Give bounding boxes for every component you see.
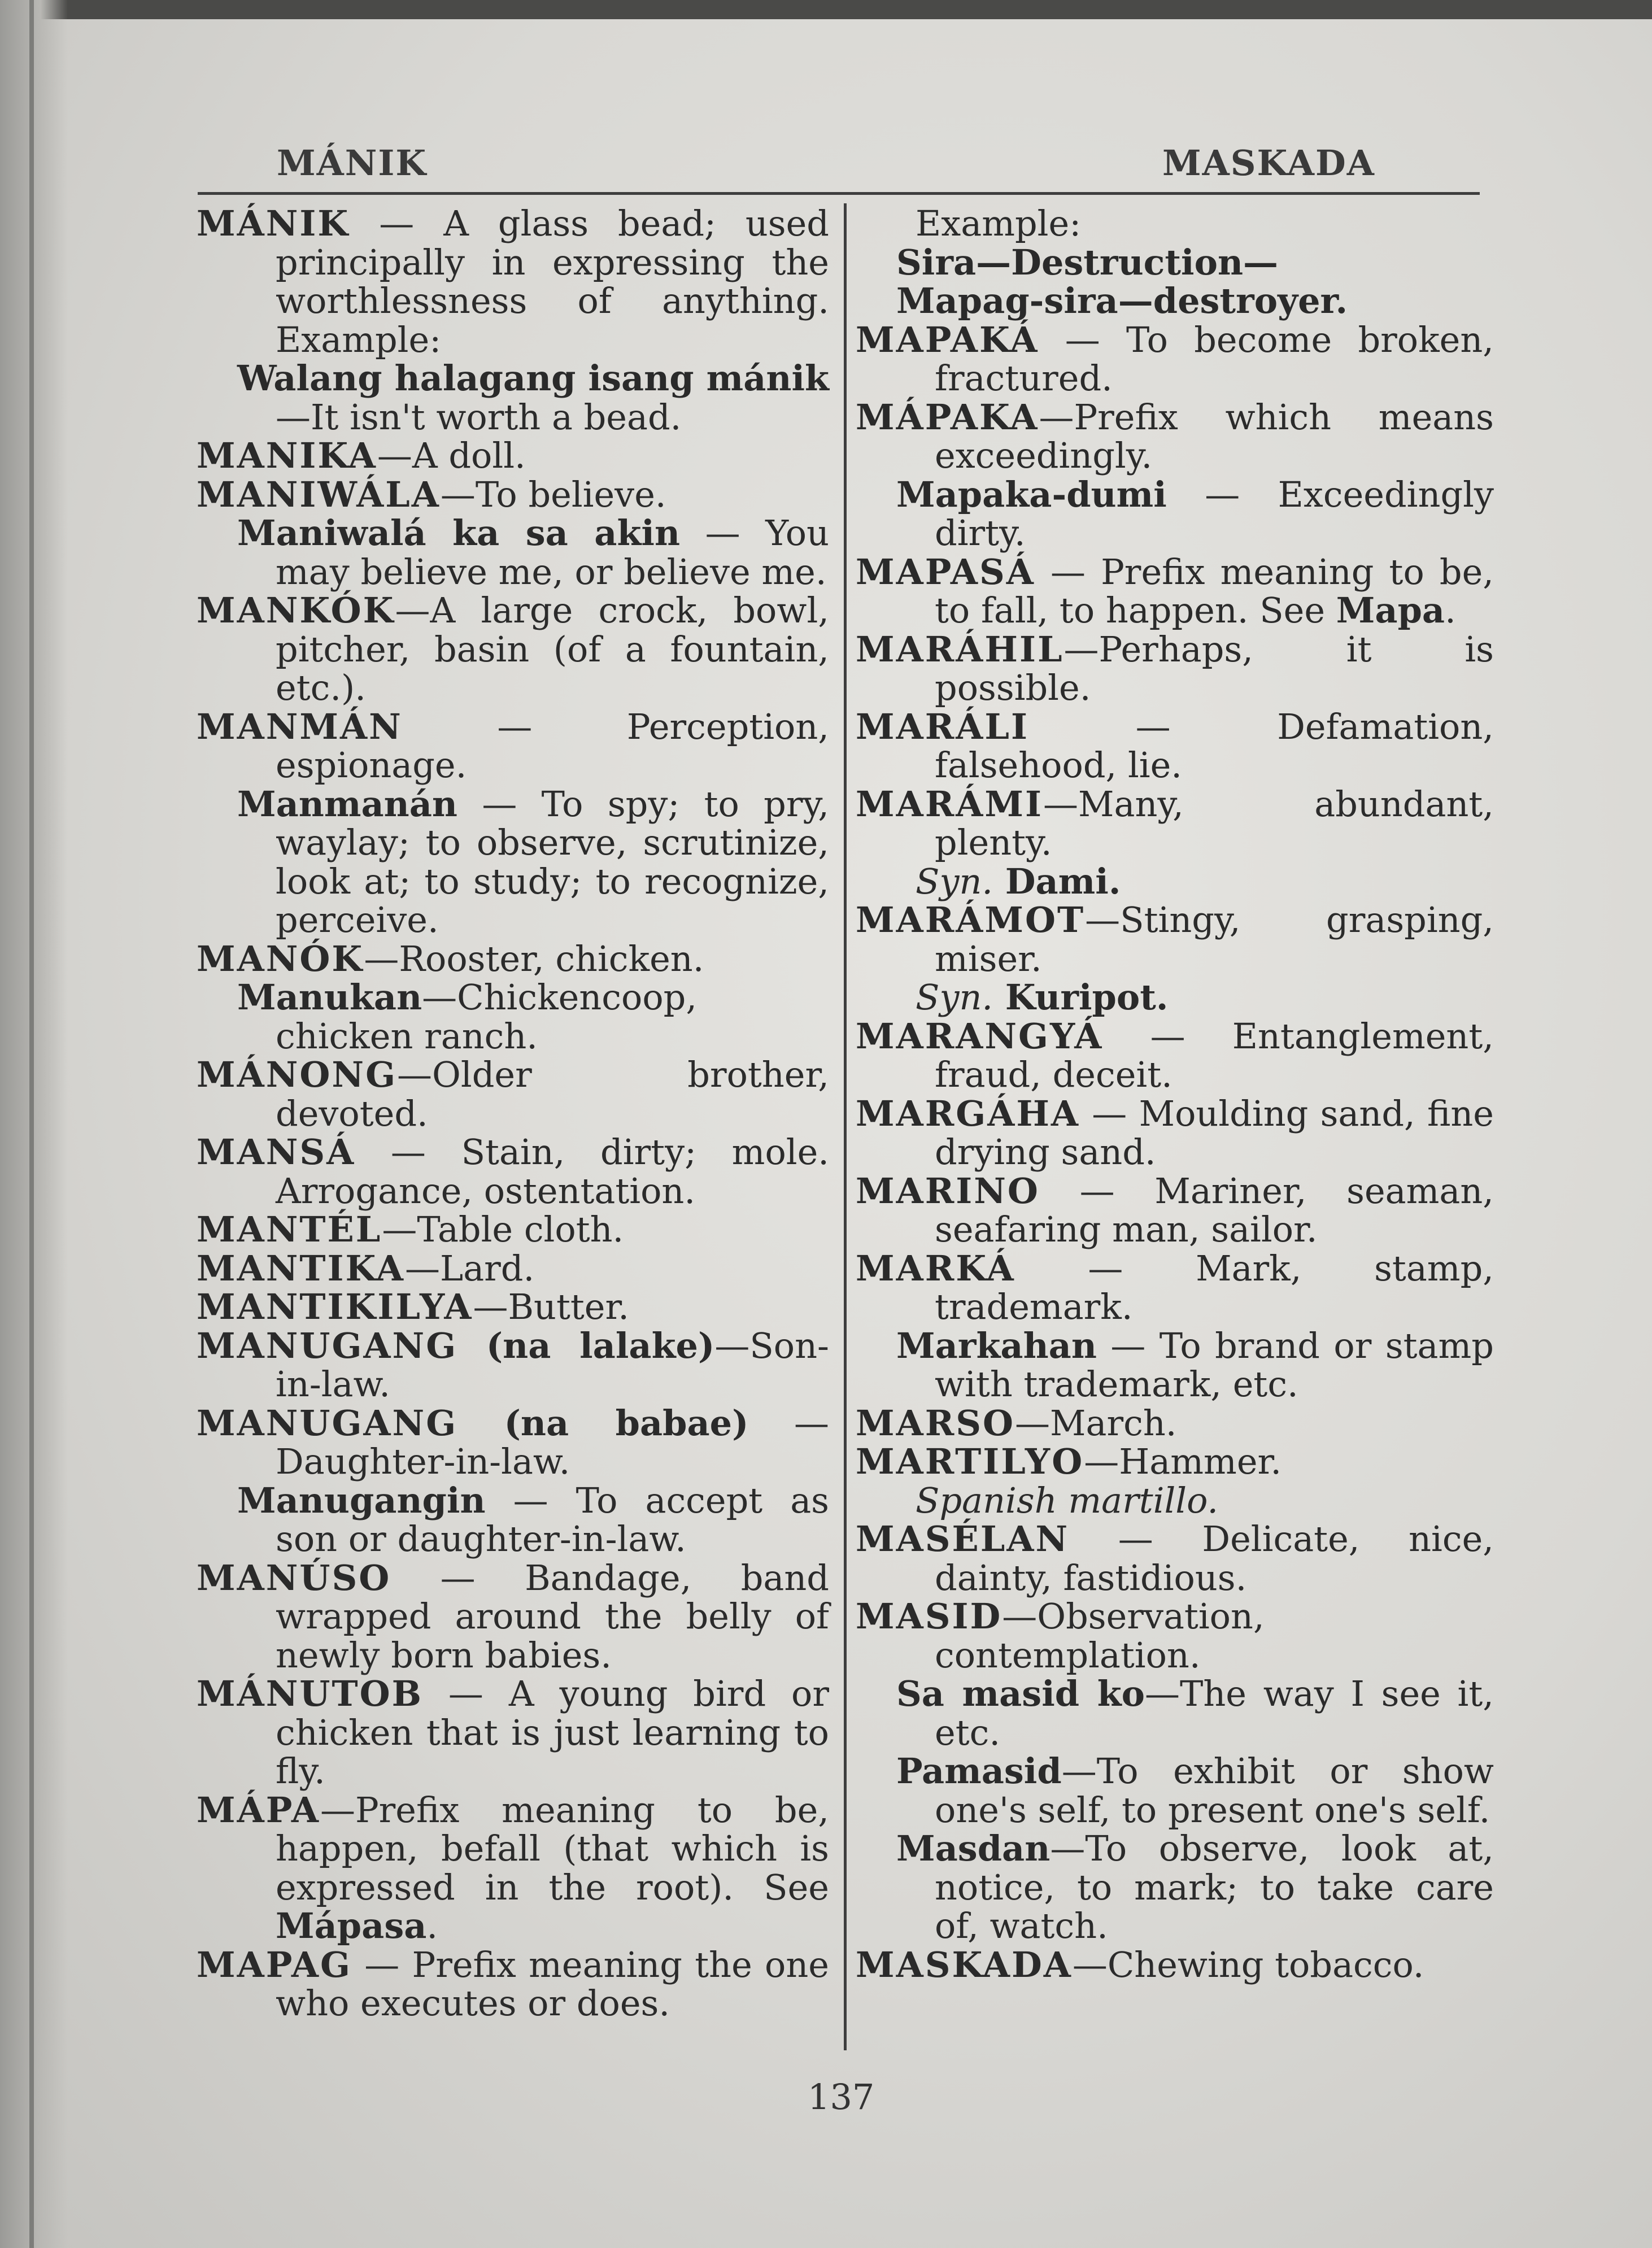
definition: — Mariner, seaman, seafaring man, sailor. <box>935 1170 1494 1250</box>
subword: Manukan <box>237 977 422 1018</box>
entry <box>197 1675 829 1791</box>
running-header-right: MASKADA <box>1162 142 1375 184</box>
right-column <box>856 204 1494 1984</box>
etymology: Spanish martillo. <box>916 1479 1219 1521</box>
definition: — Delicate, nice, dainty, fastidious. <box>935 1518 1494 1598</box>
entry <box>856 705 1494 786</box>
headword: MAPAKÁ <box>856 319 1039 360</box>
entry <box>197 1559 829 1675</box>
headword: MARÁHIL <box>856 628 1064 670</box>
subword: Mapaka-dumi <box>896 473 1167 515</box>
entry <box>197 1249 829 1288</box>
subentry <box>856 1829 1494 1946</box>
definition: —A large crock, bowl, pitcher, basin (of a fountain, etc.). <box>276 590 829 708</box>
definition: — Prefix meaning the one who executes or does. <box>276 1944 829 2024</box>
entry <box>197 591 829 708</box>
definition: —Butter. <box>473 1286 630 1327</box>
headword: MANMÁN <box>197 705 403 747</box>
definition: — Mark, stamp, trademark. <box>935 1247 1494 1327</box>
entry <box>856 553 1494 630</box>
subword: Walang halagang isang mánik <box>237 358 829 399</box>
synonym: Dami. <box>993 860 1121 902</box>
entry <box>197 204 829 359</box>
definition: —To exhibit or show one's self, to present one's self. <box>935 1750 1494 1831</box>
entry <box>197 1288 829 1327</box>
headword: MÁNUTOB <box>197 1673 424 1714</box>
headword: MARSO <box>856 1402 1015 1444</box>
subentry <box>197 978 829 1056</box>
entry <box>856 1172 1494 1249</box>
definition: —Chickencoop, chicken ranch. <box>276 977 698 1057</box>
definition: —It isn't worth a bead. <box>276 396 682 438</box>
column-divider <box>844 203 847 2050</box>
synonym: Kuripot. <box>993 977 1169 1018</box>
subword: Manmanán <box>237 783 457 825</box>
headword: MARGÁHA <box>856 1092 1080 1134</box>
entry <box>197 1133 829 1210</box>
left-column <box>197 204 829 2023</box>
definition: — A young bird or chicken that is just learning to fly. <box>276 1673 829 1792</box>
definition: — Prefix meaning to be, to fall, to happen. See <box>935 551 1494 631</box>
definition: —Hammer. <box>1084 1441 1282 1482</box>
definition: —Table cloth. <box>382 1209 624 1250</box>
headword: MARINO <box>856 1170 1040 1212</box>
entry <box>856 1443 1494 1482</box>
subentry <box>197 359 829 437</box>
entry <box>197 1210 829 1249</box>
definition: — Daughter-in-law. <box>276 1402 829 1482</box>
entry <box>856 321 1494 398</box>
headword: MANTÉL <box>197 1209 382 1250</box>
headword: MARÁMI <box>856 783 1043 825</box>
headword: MANTIKILYA <box>197 1286 473 1327</box>
synonym-line <box>856 862 1494 901</box>
definition: —Rooster, chicken. <box>364 938 704 979</box>
definition: — Bandage, band wrapped around the belly of newly born babies. <box>276 1557 829 1676</box>
book-spine-shadow <box>0 0 68 2248</box>
definition-end: . <box>1445 590 1456 631</box>
subword: Maniwalá ka sa akin <box>237 512 681 554</box>
headword: MAPAG <box>197 1944 352 1985</box>
headword: MANKÓK <box>197 590 395 631</box>
cross-reference: Mápasa <box>276 1905 427 1946</box>
entry <box>856 1017 1494 1095</box>
entry <box>197 940 829 979</box>
definition: — Stain, dirty; mole. Arrogance, ostentation. <box>276 1131 829 1212</box>
subword: Sa masid ko <box>896 1673 1145 1714</box>
definition: —Chewing tobacco. <box>1072 1944 1424 1985</box>
entry <box>197 473 829 515</box>
definition: —Son-in-law. <box>276 1325 829 1405</box>
page-number: 137 <box>808 2076 875 2118</box>
headword: MÁNIK <box>197 203 350 244</box>
subword: Sira <box>896 241 977 283</box>
definition: — Moulding sand, fine drying sand. <box>935 1092 1494 1173</box>
headword: MÁNONG <box>197 1054 398 1095</box>
definition: —March. <box>1015 1402 1177 1444</box>
definition: — To brand or stamp with trademark, etc. <box>935 1325 1494 1405</box>
definition: — Entanglement, fraud, deceit. <box>935 1015 1494 1095</box>
cross-reference: Mapa <box>1336 590 1445 631</box>
definition-end: . <box>426 1905 438 1946</box>
synonym-label: Syn. <box>916 977 993 1018</box>
entry <box>856 1597 1494 1675</box>
definition: — You may believe me, or believe me. <box>276 512 829 593</box>
subword: Markahan <box>896 1325 1097 1366</box>
headword: MASKADA <box>856 1944 1073 1985</box>
definition: —Destruction— <box>976 241 1279 283</box>
definition: —Prefix meaning to be, happen, befall (that which is expressed in the root). See <box>276 1789 829 1908</box>
entry <box>856 1520 1494 1597</box>
definition: — Defamation, falsehood, lie. <box>935 705 1494 786</box>
header-rule <box>198 192 1480 195</box>
headword: MASID <box>856 1596 1002 1637</box>
headword: MANTIKA <box>197 1247 406 1289</box>
entry <box>856 1249 1494 1327</box>
headword: MARÁMOT <box>856 899 1086 940</box>
headword: MARKÁ <box>856 1247 1015 1289</box>
definition: — A glass bead; used principally in expressing the worthlessness of anything. Example: <box>276 203 829 360</box>
headword: MASÉLAN <box>856 1518 1070 1559</box>
definition: —Perhaps, it is possible. <box>935 628 1494 708</box>
definition: —Observation, contemplation. <box>935 1596 1265 1676</box>
entry <box>197 1327 829 1404</box>
subword: Mapag-sira <box>896 280 1118 321</box>
synonym-label: Syn. <box>916 860 993 902</box>
headword: MARANGYÁ <box>856 1015 1104 1057</box>
entry <box>856 785 1494 862</box>
definition: — To accept as son or daughter-in-law. <box>276 1479 829 1559</box>
running-header-left: MÁNIK <box>277 142 428 184</box>
headword: MÁPAKA <box>856 396 1039 438</box>
entry <box>856 1946 1494 1985</box>
headword: MANÚSO <box>197 1557 391 1598</box>
subentry <box>197 514 829 591</box>
subentry <box>197 785 829 940</box>
headword: MANIKA <box>197 435 377 476</box>
synonym-line <box>856 978 1494 1017</box>
binding-line <box>29 0 34 2248</box>
headword: MANUGANG <box>197 1402 458 1444</box>
entry <box>856 1404 1494 1443</box>
qualifier: (na lalake) <box>457 1325 715 1366</box>
entry <box>197 1404 829 1482</box>
entry <box>197 1946 829 2023</box>
entry <box>197 705 829 786</box>
subentry <box>197 1479 829 1559</box>
entry <box>856 630 1494 708</box>
subword: Pamasid <box>896 1750 1062 1792</box>
subentry <box>856 243 1494 282</box>
headword: MARTILYO <box>856 1441 1084 1482</box>
subentry <box>856 1327 1494 1404</box>
subword: Masdan <box>896 1828 1051 1869</box>
entry <box>856 398 1494 476</box>
definition: —A doll. <box>377 435 526 476</box>
definition: —Lard. <box>405 1247 535 1289</box>
entry <box>197 437 829 476</box>
subentry <box>856 282 1494 321</box>
definition: —Many, abundant, plenty. <box>935 783 1494 863</box>
headword: MAPASÁ <box>856 551 1035 593</box>
subentry <box>856 1752 1494 1829</box>
headword: MARÁLI <box>856 705 1029 747</box>
definition: —Prefix which means exceedingly. <box>935 396 1494 476</box>
definition: —Stingy, grasping, miser. <box>935 899 1494 979</box>
subentry <box>856 473 1494 554</box>
definition: — To spy; to pry, waylay; to observe, scrutinize, look at; to study; to recognize, perceive. <box>276 783 829 940</box>
entry <box>856 901 1494 978</box>
definition: —Older brother, devoted. <box>276 1054 829 1134</box>
definition: —To believe. <box>440 473 666 515</box>
entry <box>197 1056 829 1133</box>
scan-top-edge <box>0 0 1652 19</box>
subword: Manugangin <box>237 1479 486 1521</box>
example-label: Example: <box>916 203 1082 244</box>
definition: — To become broken, fractured. <box>935 319 1494 399</box>
qualifier: (na babae) <box>457 1402 749 1444</box>
definition: —destroyer. <box>1118 280 1348 321</box>
subentry <box>856 1675 1494 1752</box>
headword: MÁPA <box>197 1789 320 1831</box>
headword: MANSÁ <box>197 1131 356 1173</box>
headword: MANIWÁLA <box>197 473 441 515</box>
definition: —To observe, look at, notice, to mark; to take care of, watch. <box>935 1828 1494 1946</box>
headword: MANUGANG <box>197 1325 458 1366</box>
definition: — Exceedingly dirty. <box>935 473 1494 554</box>
definition: —The way I see it, etc. <box>935 1673 1494 1753</box>
entry <box>856 1092 1494 1173</box>
entry <box>197 1791 829 1946</box>
headword: MANÓK <box>197 938 364 979</box>
definition: — Perception, espionage. <box>276 705 829 786</box>
